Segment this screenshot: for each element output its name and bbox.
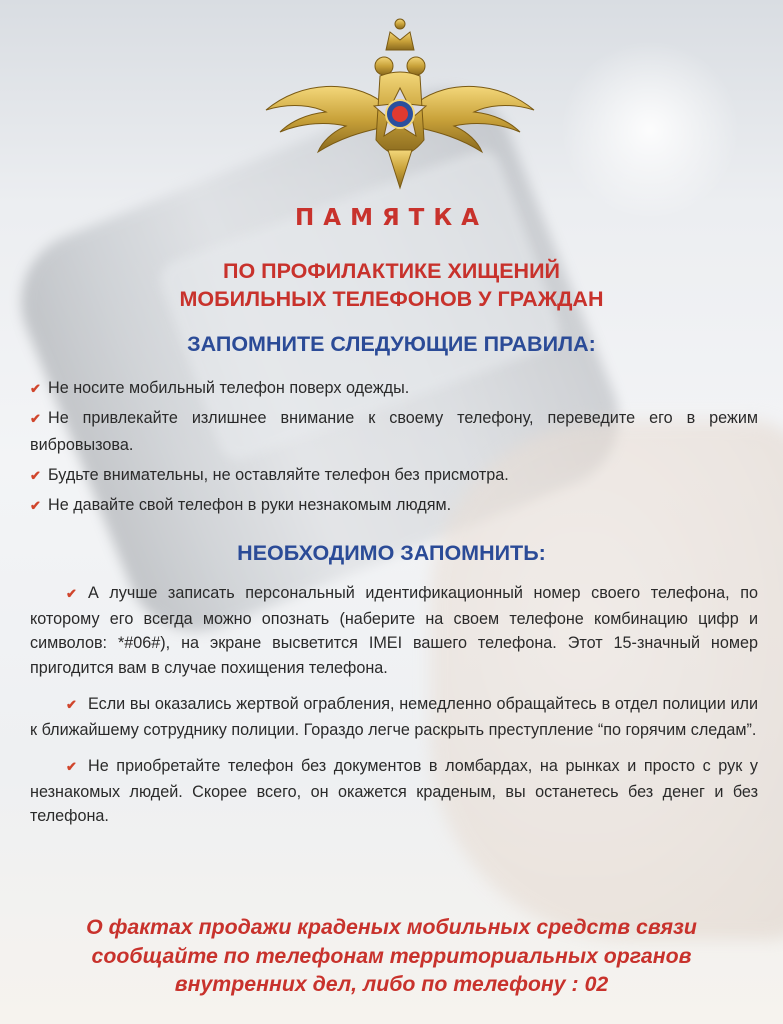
rule-item: [30, 492, 758, 519]
footer-line: сообщайте по телефонам территориальных органов: [91, 943, 692, 968]
note-item: [30, 754, 758, 829]
check-icon: ✔: [30, 498, 41, 513]
contact-footer: [0, 913, 783, 999]
rule-text: Не носите мобильный телефон поверх одежды.: [48, 379, 410, 397]
check-icon: ✔: [66, 697, 77, 712]
subtitle-line: МОБИЛЬНЫХ ТЕЛЕФОНОВ У ГРАЖДАН: [179, 287, 604, 311]
rule-item: [30, 405, 758, 459]
note-text: Если вы оказались жертвой ограбления, немедленно обращайтесь в отдел полиции или к ближайшему сотруднику полиции. Гораздо легче раскрыть преступление “по горячим следам”.: [30, 695, 758, 739]
rule-text: Не привлекайте излишнее внимание к своему телефону, переведите его в режим вибровызова.: [30, 409, 758, 454]
note-text: Не приобретайте телефон без документов в ломбардах, на рынках и просто с рук у незнакомых людей. Скорее всего, он окажется краденым, вы останетесь без денег и без телефона.: [30, 757, 758, 825]
check-icon: ✔: [66, 759, 77, 774]
leaflet-title: ПАМЯТКА: [295, 205, 488, 231]
notes-list: [30, 581, 758, 841]
rule-item: [30, 462, 758, 489]
leaflet-subtitle: [0, 257, 783, 313]
note-item: [30, 692, 758, 742]
remember-heading: НЕОБХОДИМО ЗАПОМНИТЬ:: [237, 541, 546, 565]
mvd-emblem-icon: [262, 10, 538, 190]
rule-text: Будьте внимательны, не оставляйте телефон без присмотра.: [48, 466, 509, 484]
note-item: [30, 581, 758, 680]
rule-item: [30, 375, 758, 402]
check-icon: ✔: [66, 586, 77, 601]
subtitle-line: ПО ПРОФИЛАКТИКЕ ХИЩЕНИЙ: [223, 259, 560, 283]
note-text: А лучше записать персональный идентификационный номер своего телефона, по которому его всегда можно опознать (наберите на своем телефоне комбинацию цифр и символов: *#06#), на экране высветится IMEI вашего телефона. Этот 15-значный номер пригодится вам в случае похищения телефона.: [30, 584, 758, 677]
check-icon: ✔: [30, 468, 41, 483]
rules-list: [30, 375, 758, 522]
check-icon: ✔: [30, 381, 41, 396]
footer-line: О фактах продажи краденых мобильных средств связи: [86, 915, 697, 939]
rules-heading: ЗАПОМНИТЕ СЛЕДУЮЩИЕ ПРАВИЛА:: [187, 332, 596, 356]
check-icon: ✔: [30, 411, 41, 426]
footer-line: внутренних дел, либо по телефону : 02: [174, 972, 609, 996]
rule-text: Не давайте свой телефон в руки незнакомым людям.: [48, 496, 452, 514]
